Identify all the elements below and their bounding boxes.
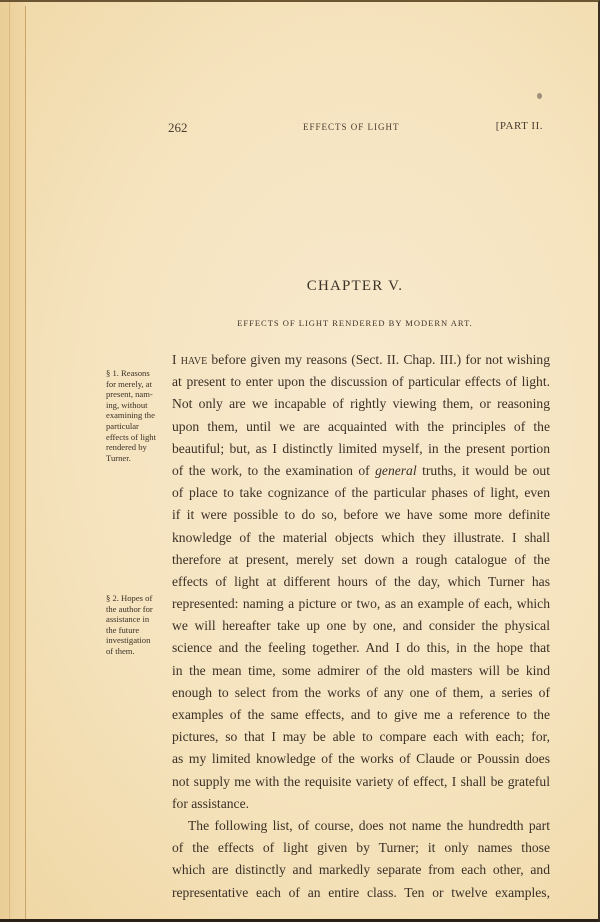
- page-number: 262: [168, 120, 188, 135]
- text-span: truths, it would be out: [416, 462, 550, 478]
- sidenote-line: of them.: [106, 645, 135, 656]
- body-text: [172, 349, 550, 904]
- sidenote-line: ing, without: [106, 399, 148, 410]
- sidenote-line: particular: [106, 420, 139, 431]
- gutter-fold-line: [9, 2, 10, 919]
- paragraph-1-line: therefore at present, merely set down a rough catalogue of the: [172, 551, 550, 567]
- sidenote-line: the future: [106, 624, 140, 635]
- paragraph-1-line: represented: naming a picture or two, as an example of each, which: [172, 596, 550, 612]
- part-label: [PART II.: [495, 120, 543, 132]
- paper-speck: [537, 93, 542, 99]
- paragraph-1-line: science and the feeling together. And I do this, in the hope that: [172, 640, 550, 656]
- sidenote-line: the author for: [106, 603, 153, 614]
- paragraph-2-line: which are distinctly and markedly separate from each other, and: [172, 862, 550, 878]
- paragraph-2-line: The following list, of course, does not name the hundredth part: [188, 817, 550, 833]
- paragraph-2-line: representative each of an entire class. Ten or twelve examples,: [172, 884, 550, 900]
- paragraph-1-line: examples of the same effects, and to give me a reference to the: [172, 707, 550, 722]
- chapter-heading: CHAPTER V.: [306, 278, 404, 294]
- italic-word: general: [375, 462, 417, 478]
- paragraph-1-line: enough to select from the works of any one of them, a series of: [172, 684, 550, 700]
- paragraph-1-line: of place to take cognizance of the particular phases of light, even: [172, 485, 550, 501]
- paragraph-1-line: effects of light at different hours of the day, which Turner has: [172, 573, 550, 589]
- paragraph-1-line: knowledge of the material objects which they illustrate. I shall: [172, 529, 550, 545]
- text-span: of the work, to the examination of: [172, 462, 376, 478]
- paragraph-1-line: as my limited knowledge of the works of Claude or Poussin does: [172, 751, 550, 767]
- chapter-subtitle: EFFECTS OF LIGHT RENDERED BY MODERN ART.: [237, 318, 473, 328]
- sidenote-1: [106, 368, 172, 463]
- opening-words: I have: [172, 352, 208, 367]
- sidenote-line: rendered by: [106, 442, 147, 453]
- page-left-edge: [0, 2, 26, 919]
- paragraph-1-line: upon them, until we are acquainted with the principles of the: [172, 418, 550, 434]
- sidenote-line: § 2. Hopes of: [106, 593, 153, 603]
- sidenote-line: assistance in: [106, 614, 150, 625]
- paragraph-2-line: of the effects of light given by Turner; it only names those: [172, 840, 550, 856]
- paragraph-1-line: beautiful; but, as I distinctly limited myself, in the present portion: [172, 440, 550, 456]
- paragraph-1-line: in the mean time, some admirer of the old masters will be kind: [172, 662, 550, 678]
- paragraph-1-line: [172, 349, 550, 371]
- gutter-line: [25, 6, 26, 919]
- sidenote-line: examining the: [106, 410, 155, 421]
- paragraph-1-line: pictures, so that I may be able to compare each with each; for,: [172, 729, 550, 745]
- paragraph-1-line: not supply me with the requisite variety of effect, I shall be grateful: [172, 773, 550, 789]
- running-head: [168, 120, 543, 140]
- running-title: EFFECTS OF LIGHT: [303, 122, 400, 132]
- sidenote-line: investigation: [106, 635, 151, 646]
- paragraph-1-line: if it were possible to do so, before we have some more definite: [172, 507, 550, 523]
- sidenote-2: [106, 593, 172, 657]
- paragraph-1-line: we will hereafter take up one by one, and consider the physical: [172, 618, 550, 634]
- sidenote-line: Turner.: [106, 452, 131, 463]
- sidenote-line: § 1. Reasons: [106, 368, 150, 378]
- paragraph-1-line: Not only are we incapable of rightly viewing them, or reasoning: [172, 396, 550, 412]
- text-span: before given my reasons (Sect. II. Chap. III.) for not wishing: [207, 352, 550, 367]
- paragraph-1-line: [172, 460, 550, 482]
- paragraph-1-line: for assistance.: [172, 795, 250, 811]
- sidenote-line: present, nam-: [106, 389, 153, 400]
- paragraph-1-line: at present to enter upon the discussion of particular effects of light.: [172, 374, 550, 390]
- sidenote-line: for merely, at: [106, 378, 152, 389]
- sidenote-line: effects of light: [106, 431, 156, 442]
